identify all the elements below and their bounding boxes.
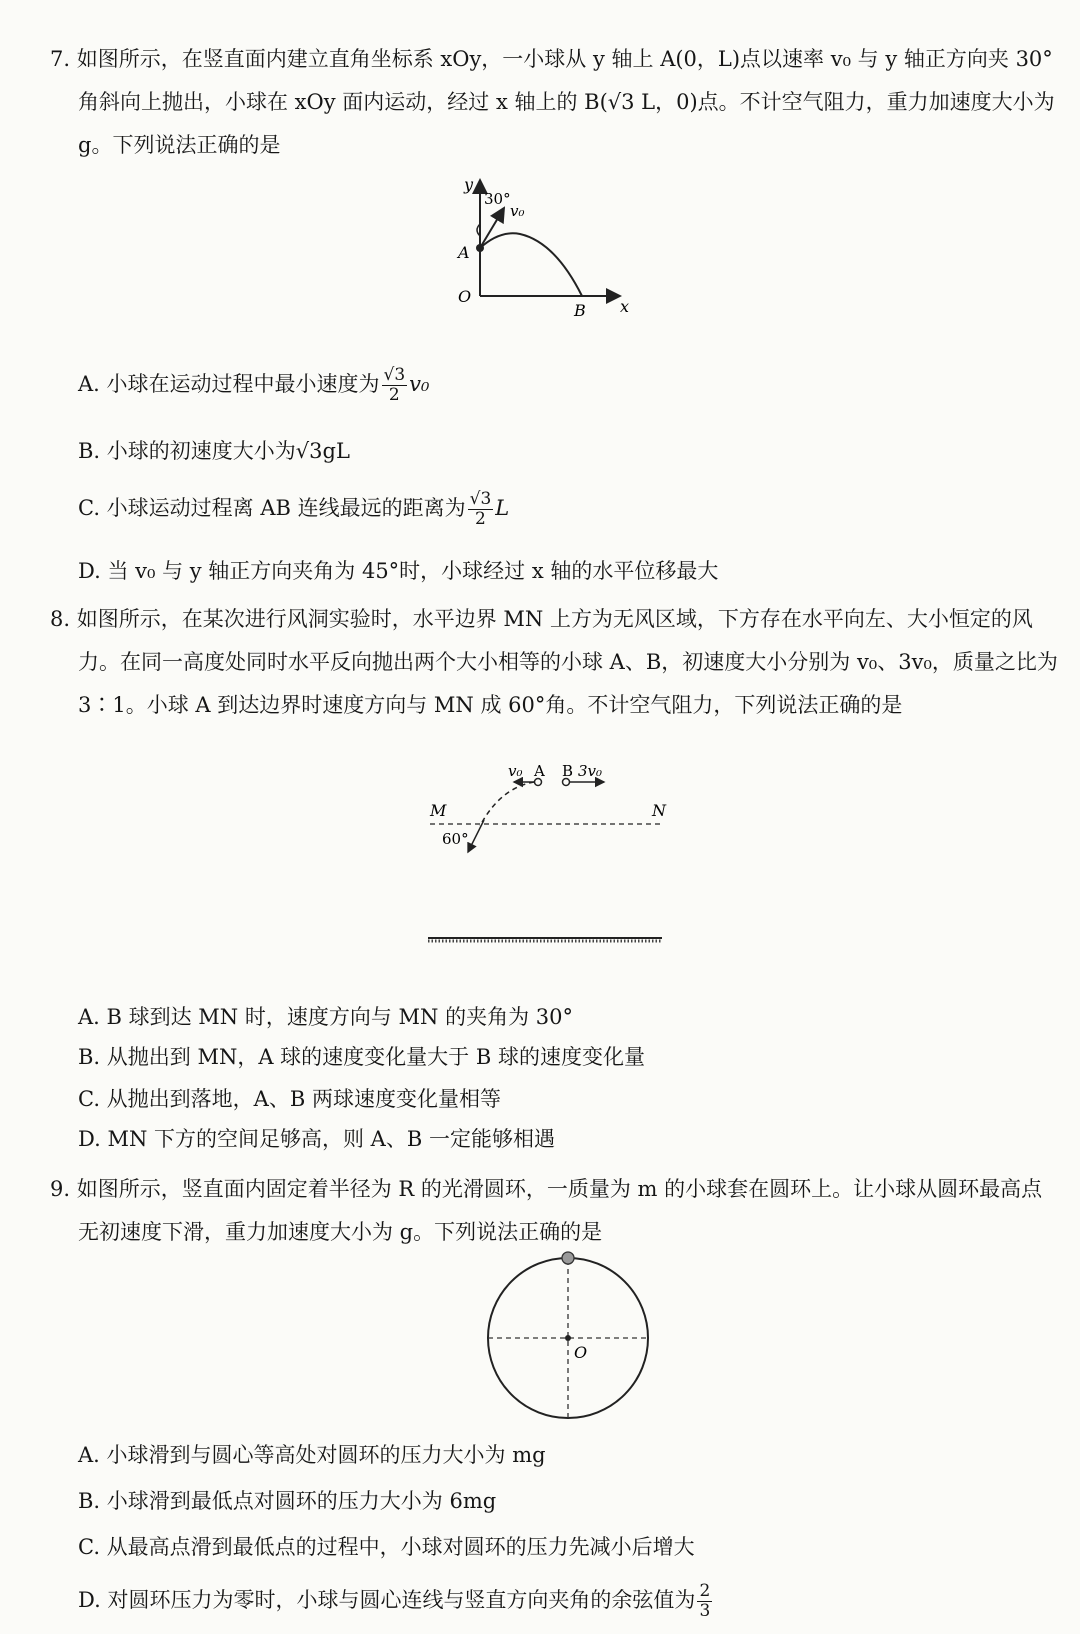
q9-option-b: B. 小球滑到最低点对圆环的压力大小为 6mg xyxy=(78,1489,497,1513)
n-label: N xyxy=(652,801,666,820)
y-label: y xyxy=(464,175,474,194)
q9-option-d xyxy=(78,1582,714,1621)
fraction-numerator: √3 xyxy=(469,489,492,509)
3v0-label: 3v₀ xyxy=(578,762,603,780)
v0-label: v₀ xyxy=(508,762,523,780)
q8-figure xyxy=(420,758,680,958)
question-8-stem: 8. 如图所示，在某次进行风洞实验时，水平边界 MN 上方为无风区域，下方存在水平向左、大小恒定的风力。在同一高度处同时水平反向抛出两个大小相等的小球 A、B，初速度大小分别为 v₀、3v₀，质量之比为 3∶1。小球 A 到达边界时速度方向与 MN 成 60°角。不计空气阻力，下列说法正确的是 xyxy=(50,607,1058,717)
center-dot xyxy=(565,1335,571,1341)
q7-option-d: D. 当 v₀ 与 y 轴正方向夹角为 45°时，小球经过 x 轴的水平位移最大 xyxy=(78,559,719,583)
ball xyxy=(562,1252,574,1264)
q8-option-b: B. 从抛出到 MN，A 球的速度变化量大于 B 球的速度变化量 xyxy=(78,1045,645,1069)
question-9-stem: 9. 如图所示，竖直面内固定着半径为 R 的光滑圆环，一质量为 m 的小球套在圆环上。让小球从圆环最高点无初速度下滑，重力加速度大小为 g。下列说法正确的是 xyxy=(50,1177,1043,1244)
fraction xyxy=(382,366,408,405)
q7-option-c-suffix: L xyxy=(495,496,510,520)
fraction-denominator: 3 xyxy=(699,1601,711,1621)
a-label: A xyxy=(458,243,470,262)
ball-a-label: A xyxy=(534,762,545,780)
question-7-stem: 7. 如图所示，在竖直面内建立直角坐标系 xOy，一小球从 y 轴上 A(0，L)点以速率 v₀ 与 y 轴正方向夹 30°角斜向上抛出，小球在 xOy 面内运动，经过 x 轴上的 B(√3 L，0)点。不计空气阻力，重力加速度大小为 g。下列说法正确的是 xyxy=(50,47,1055,157)
fraction-denominator: 2 xyxy=(388,385,400,405)
q8-option-d: D. MN 下方的空间足够高，则 A、B 一定能够相遇 xyxy=(78,1127,555,1151)
o-label: O xyxy=(458,287,472,306)
q9-option-c: C. 从最高点滑到最低点的过程中，小球对圆环的压力先减小后增大 xyxy=(78,1535,695,1559)
fraction xyxy=(697,1582,712,1621)
q7-option-c-text: C. 小球运动过程离 AB 连线最远的距离为 xyxy=(78,496,466,520)
angle-label: 30° xyxy=(484,190,511,208)
ball-a xyxy=(476,244,484,252)
q7-option-b: B. 小球的初速度大小为√3gL xyxy=(78,439,350,463)
fraction-numerator: 2 xyxy=(699,1581,711,1601)
fraction xyxy=(468,490,494,529)
velocity-arrow xyxy=(468,820,484,852)
q8-option-a: A. B 球到达 MN 时，速度方向与 MN 的夹角为 30° xyxy=(78,1005,573,1029)
q7-option-c xyxy=(78,490,509,529)
center-label: O xyxy=(574,1343,588,1362)
x-label: x xyxy=(620,297,630,316)
trajectory-curve xyxy=(480,233,582,296)
q9-option-d-text: D. 对圆环压力为零时，小球与圆心连线与竖直方向夹角的余弦值为 xyxy=(78,1588,696,1612)
q7-option-a-suffix: v₀ xyxy=(409,372,430,396)
fraction-numerator: √3 xyxy=(383,365,406,385)
q7-option-a-text: A. 小球在运动过程中最小速度为 xyxy=(78,372,380,396)
q9-figure xyxy=(480,1250,660,1430)
q7-option-a xyxy=(78,366,429,405)
m-label: M xyxy=(430,801,447,820)
question-9 xyxy=(50,1168,1060,1254)
q8-option-c: C. 从抛出到落地，A、B 两球速度变化量相等 xyxy=(78,1087,501,1111)
v0-label: v₀ xyxy=(510,202,525,220)
ball-b-label: B xyxy=(562,762,574,780)
q7-figure xyxy=(440,172,650,322)
ball-a-trajectory xyxy=(480,782,534,826)
fraction-denominator: 2 xyxy=(475,509,486,529)
question-8 xyxy=(50,598,1060,727)
question-7 xyxy=(50,38,1060,167)
v0-arrow xyxy=(480,208,504,248)
b-label: B xyxy=(574,301,586,320)
q9-option-a: A. 小球滑到与圆心等高处对圆环的压力大小为 mg xyxy=(78,1443,546,1467)
angle-label: 60° xyxy=(442,830,469,848)
